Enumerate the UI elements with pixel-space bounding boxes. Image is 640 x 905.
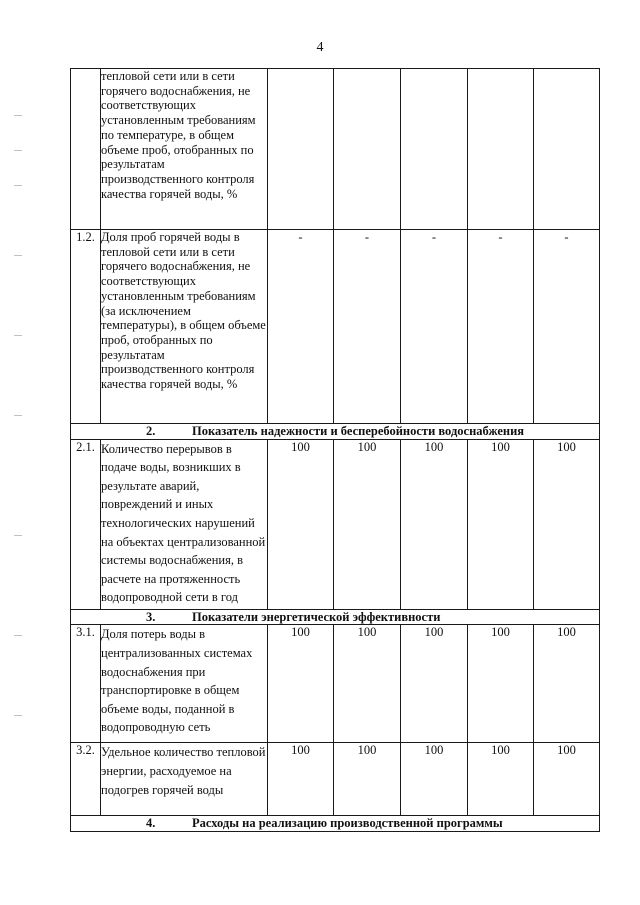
table-row [71,439,600,609]
value-cell: 100 [334,743,401,816]
row-number: 3.2. [71,743,101,816]
value-cell: 100 [534,625,600,743]
value-cell: 100 [401,743,468,816]
value-cell: - [468,230,534,424]
table-row [71,743,600,816]
section-header-row [71,816,600,832]
page-number: 4 [316,40,324,55]
section-heading [71,816,600,832]
value-cell: 100 [468,439,534,609]
row-description: Удельное количество тепловой энергии, расходуемое на подогрев горячей воды [101,743,268,816]
value-cell: - [334,230,401,424]
section-title: Показатели энергетической эффективности [192,609,441,624]
value-cell: - [534,230,600,424]
table-row [71,230,600,424]
value-cell: 100 [468,625,534,743]
value-cell: 100 [401,625,468,743]
value-cell [268,69,334,230]
row-description: Количество перерывов в подаче воды, возникших в результате аварий, повреждений и иных технологических нарушений на объектах централизованной системы водоснабжения, в расчете на протяженность водопроводной сети в год [101,439,268,609]
value-cell [334,69,401,230]
section-heading [71,609,600,625]
section-title: Расходы на реализацию производственной программы [192,816,503,831]
row-description: Доля потерь воды в централизованных системах водоснабжения при транспортировке в общем объеме воды, поданной в водопроводную сеть [101,625,268,743]
value-cell [401,69,468,230]
value-cell [468,69,534,230]
section-header-row [71,609,600,625]
row-number: 3.1. [71,625,101,743]
value-cell [534,69,600,230]
value-cell: 100 [268,743,334,816]
value-cell: 100 [534,743,600,816]
section-number: 3. [146,609,156,624]
row-number [71,69,101,230]
section-number: 2. [146,424,156,438]
value-cell: 100 [268,625,334,743]
value-cell: 100 [468,743,534,816]
table-row [71,69,600,230]
value-cell: 100 [534,439,600,609]
value-cell: - [401,230,468,424]
row-description: Доля проб горячей воды в тепловой сети или в сети горячего водоснабжения, не соответствующих установленным требованиям (за исключением температуры), в общем объеме проб, отобранных по результатам производственного контроля качества горячей воды, % [101,230,268,424]
row-number: 2.1. [71,439,101,609]
table-row [71,625,600,743]
value-cell: 100 [401,439,468,609]
section-number: 4. [146,816,156,831]
value-cell: 100 [334,625,401,743]
section-heading [71,424,600,440]
binding-marks [14,115,26,715]
section-title: Показатель надежности и бесперебойности водоснабжения [192,424,525,438]
row-description: тепловой сети или в сети горячего водоснабжения, не соответствующих установленным требованиям по температуре, в общем объеме проб, отобранных по результатам производственного контроля качества горячей воды, % [101,69,268,230]
section-header-row [71,424,600,440]
value-cell: 100 [268,439,334,609]
value-cell: 100 [334,439,401,609]
indicators-table [70,68,600,832]
value-cell: - [268,230,334,424]
row-number: 1.2. [71,230,101,424]
